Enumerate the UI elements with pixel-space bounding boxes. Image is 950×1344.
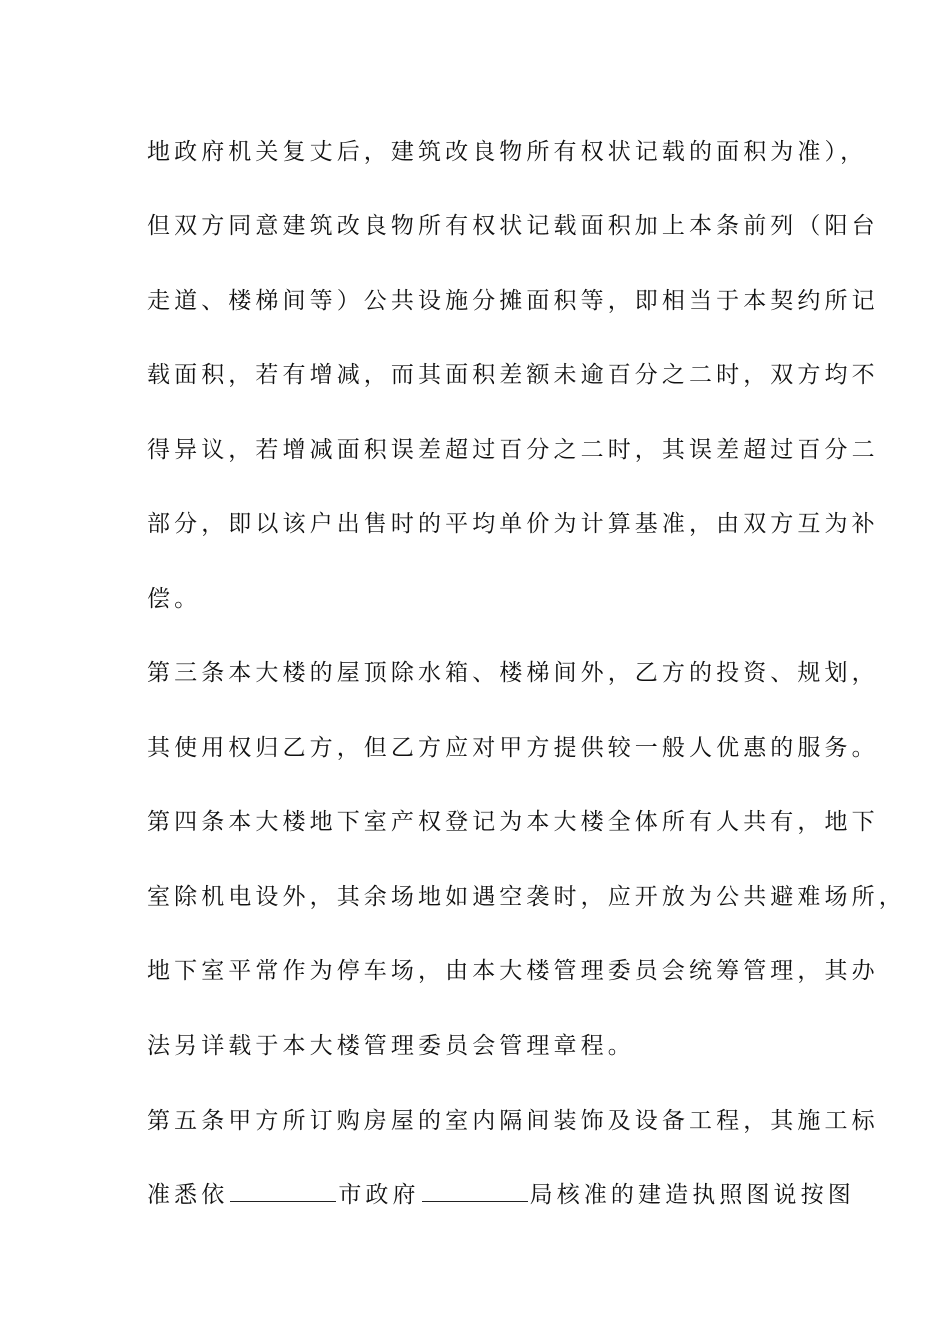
text-fragment: 局核准的建造执照图说按图: [529, 1182, 855, 1208]
text-line-with-blanks: [147, 1179, 855, 1211]
text-line: 第五条甲方所订购房屋的室内隔间装饰及设备工程，其施工标: [147, 1108, 879, 1134]
text-line: 部分，即以该户出售时的平均单价为计算基准，由双方互为补: [147, 511, 879, 537]
text-fragment: 准悉依: [147, 1182, 229, 1208]
text-line: 法另详载于本大楼管理委员会管理章程。: [147, 1033, 635, 1059]
text-line: 得异议，若增减面积误差超过百分之二时，其误差超过百分二: [147, 437, 879, 463]
fill-in-blank: [230, 1199, 336, 1202]
text-line: 走道、楼梯间等）公共设施分摊面积等，即相当于本契约所记: [147, 288, 879, 314]
text-line: 但双方同意建筑改良物所有权状记载面积加上本条前列（阳台: [147, 213, 879, 239]
text-line: 室除机电设外，其余场地如遇空袭时，应开放为公共避难场所，: [147, 884, 906, 910]
text-line: 地政府机关复丈后，建筑改良物所有权状记载的面积为准），: [147, 139, 868, 165]
text-fragment: 市政府: [338, 1182, 420, 1208]
fill-in-blank: [422, 1199, 528, 1202]
text-line: 地下室平常作为停车场，由本大楼管理委员会统筹管理，其办: [147, 958, 879, 984]
text-line: 其使用权归乙方，但乙方应对甲方提供较一般人优惠的服务。: [147, 735, 879, 761]
text-line: 第三条本大楼的屋顶除水箱、楼梯间外，乙方的投资、规划，: [147, 660, 879, 686]
text-line: 偿。: [147, 586, 202, 612]
text-line: 载面积，若有增减，而其面积差额未逾百分之二时，双方均不: [147, 362, 879, 388]
text-line: 第四条本大楼地下室产权登记为本大楼全体所有人共有，地下: [147, 809, 879, 835]
